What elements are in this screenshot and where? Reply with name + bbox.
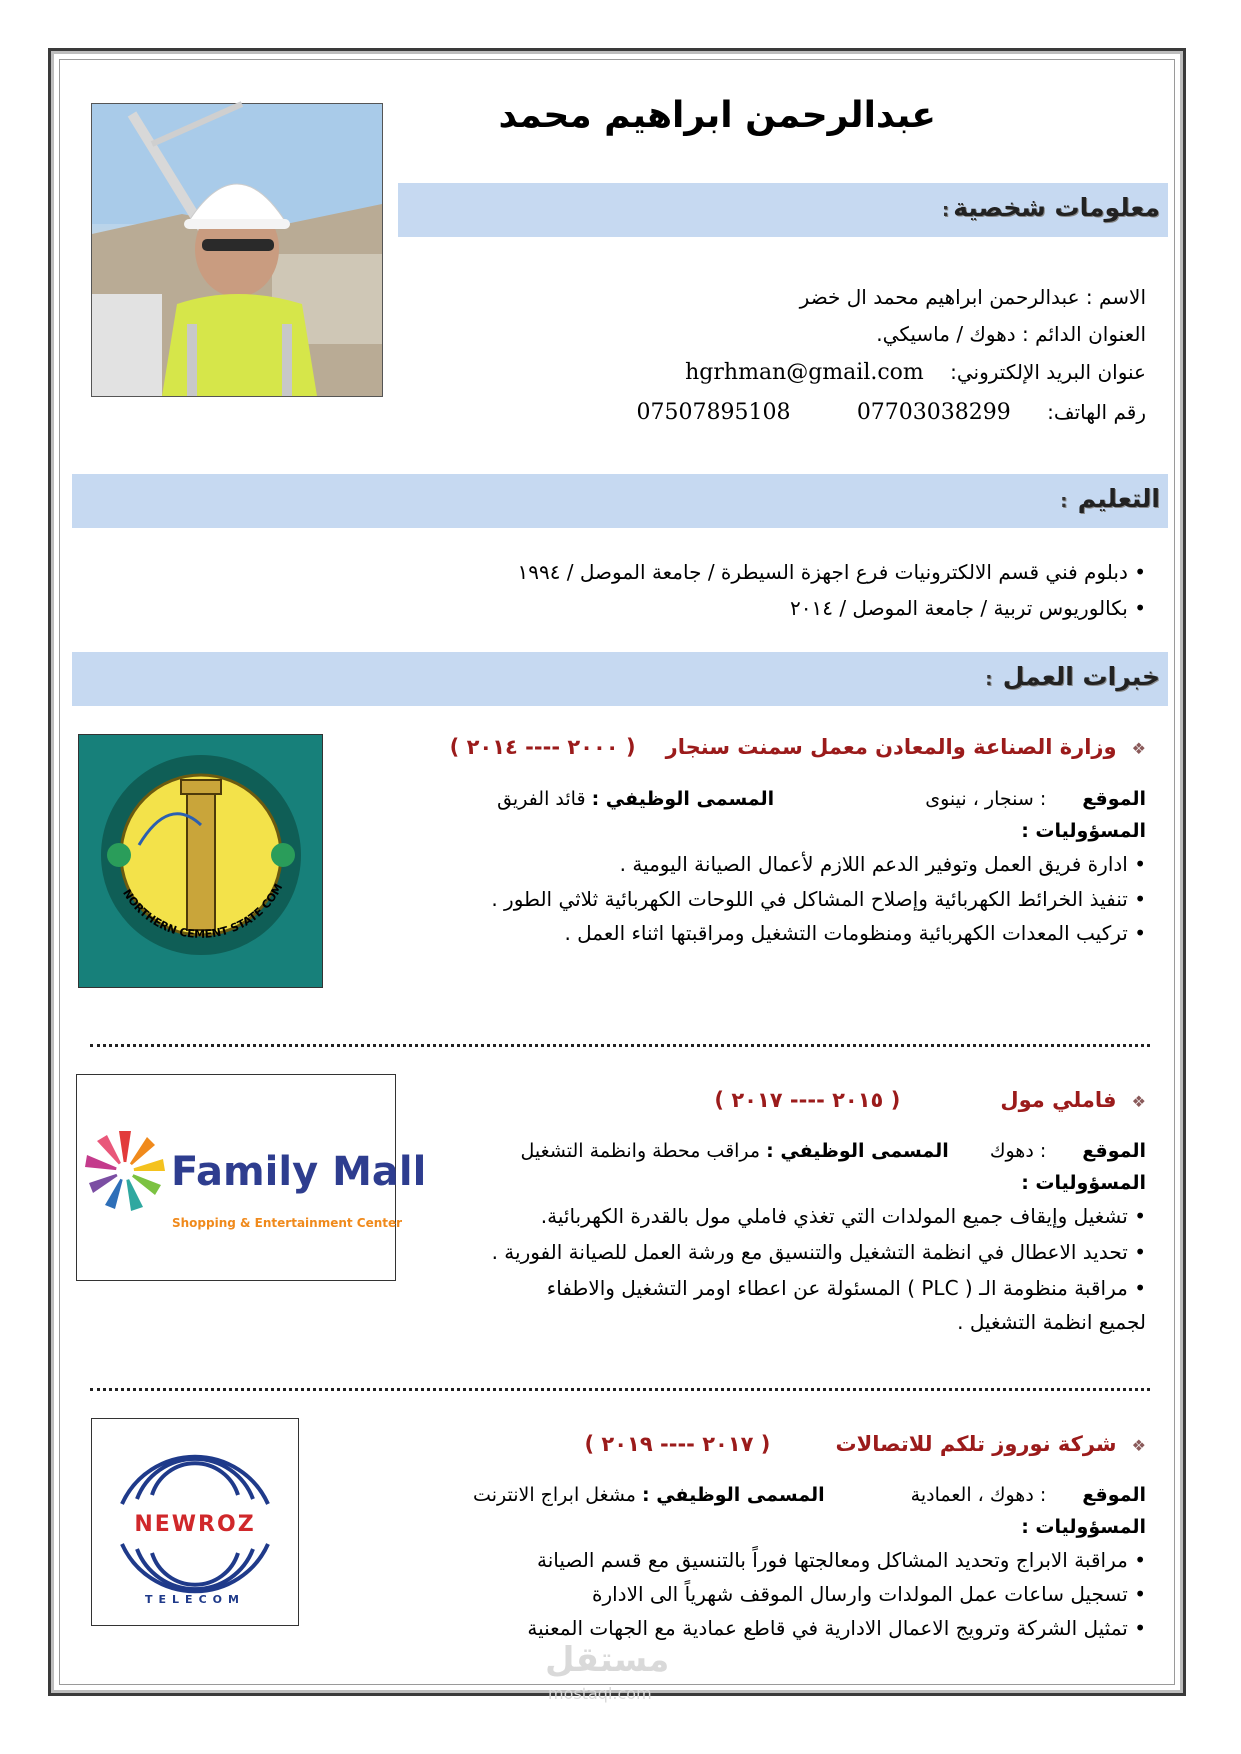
watermark-logo: مستقل bbox=[545, 1640, 670, 1680]
family-mall-brand: Family Mall bbox=[171, 1149, 427, 1195]
personal-address: العنوان الدائم : دهوك / ماسيكي. bbox=[876, 322, 1146, 346]
role-value: مراقب محطة وانظمة التشغيل bbox=[520, 1140, 761, 1162]
separator bbox=[90, 1388, 1150, 1391]
responsibility-item: • مراقبة منظومة الـ ( PLC ) المسئولة عن اعطاء اومر التشغيل والاطفاء bbox=[546, 1276, 1146, 1300]
watermark-url: mostaql.com bbox=[548, 1684, 652, 1703]
responsibility-item: • تحديد الاعطال في انظمة التشغيل والتنسيق مع ورشة العمل للصيانة الفورية . bbox=[491, 1240, 1146, 1264]
responsibilities-label: المسؤوليات : bbox=[1021, 1516, 1146, 1538]
newroz-brand: NEWROZ bbox=[134, 1512, 256, 1537]
location-label: الموقع bbox=[1082, 788, 1146, 810]
responsibility-item: • ادارة فريق العمل وتوفير الدعم اللازم لأعمال الصيانة اليومية . bbox=[619, 852, 1146, 876]
role-value: مشغل ابراج الانترنت bbox=[473, 1484, 636, 1506]
diamond-bullet-icon: ❖ bbox=[1131, 739, 1146, 758]
location-value: : دهوك bbox=[989, 1140, 1047, 1162]
role-label: المسمى الوظيفي : bbox=[591, 788, 775, 810]
candidate-name: عبدالرحمن ابراهيم محمد bbox=[498, 95, 936, 136]
section-band-personal: معلومات شخصية: bbox=[398, 183, 1168, 237]
job-years: ( ٢٠٠٠ ---- ٢٠١٤ ) bbox=[449, 735, 636, 759]
phone-number-2[interactable]: 07507895108 bbox=[636, 400, 791, 425]
separator bbox=[90, 1044, 1150, 1047]
family-mall-logo bbox=[76, 1074, 427, 1281]
job-meta-row bbox=[406, 788, 1146, 810]
responsibility-item: • تمثيل الشركة وترويج الاعمال الادارية في قاطع عمادية مع الجهات المعنية bbox=[527, 1616, 1146, 1640]
role-label: المسمى الوظيفي : bbox=[642, 1484, 825, 1506]
newroz-subtitle: TELECOM bbox=[145, 1593, 245, 1606]
newroz-telecom-logo bbox=[91, 1418, 299, 1626]
cement-company-logo bbox=[78, 734, 323, 988]
location-label: الموقع bbox=[1082, 1484, 1146, 1506]
location-value: : سنجار ، نينوى bbox=[925, 788, 1047, 810]
job-years: ( ٢٠١٧ ---- ٢٠١٩ ) bbox=[584, 1432, 771, 1456]
section-band-experience: خبرات العمل : bbox=[72, 652, 1168, 706]
sunburst-icon bbox=[85, 1131, 165, 1211]
role-value: قائد الفريق bbox=[497, 788, 586, 810]
section-title-education: التعليم bbox=[1077, 484, 1160, 513]
role-label: المسمى الوظيفي : bbox=[766, 1140, 949, 1162]
phone-label: رقم الهاتف: bbox=[1047, 400, 1146, 424]
personal-name: الاسم : عبدالرحمن ابراهيم محمد ال خضر bbox=[799, 285, 1146, 309]
section-title-experience: خبرات العمل bbox=[1002, 662, 1160, 691]
education-item: • بكالوريوس تربية / جامعة الموصل / ٢٠١٤ bbox=[790, 596, 1146, 620]
job-meta-row bbox=[386, 1484, 1146, 1506]
responsibilities-label: المسؤوليات : bbox=[1021, 1172, 1146, 1194]
personal-phone-row bbox=[586, 400, 1146, 425]
responsibility-item: • مراقبة الابراج وتحديد المشاكل ومعالجتها فوراً بالتنسيق مع قسم الصيانة bbox=[537, 1548, 1146, 1572]
location-label: الموقع bbox=[1082, 1140, 1146, 1162]
job-meta-row bbox=[446, 1140, 1146, 1162]
responsibility-item: • تنفيذ الخرائط الكهربائية وإصلاح المشاكل في اللوحات الكهربائية ثلاثي الطور . bbox=[491, 887, 1146, 911]
cement-logo-text: NORTHERN CEMENT STATE COM bbox=[120, 881, 286, 941]
responsibility-item: • تركيب المعدات الكهربائية ومنظومات التشغيل ومراقبتها اثناء العمل . bbox=[564, 921, 1146, 945]
responsibilities-label: المسؤوليات : bbox=[1021, 820, 1146, 842]
responsibility-item: • تشغيل وإيقاف جميع المولدات التي تغذي فاملي مول بالقدرة الكهربائية. bbox=[540, 1204, 1146, 1228]
section-title-personal: معلومات شخصية bbox=[953, 193, 1160, 222]
profile-photo bbox=[91, 103, 383, 397]
email-label: عنوان البريد الإلكتروني: bbox=[950, 360, 1146, 384]
responsibility-item: • تسجيل ساعات عمل المولدات وارسال الموقف شهرياً الى الادارة bbox=[591, 1582, 1146, 1606]
section-band-education: التعليم : bbox=[72, 474, 1168, 528]
job-heading bbox=[585, 1432, 1147, 1456]
responsibility-item: لجميع انظمة التشغيل . bbox=[957, 1310, 1146, 1334]
diamond-bullet-icon: ❖ bbox=[1131, 1436, 1146, 1455]
phone-number-1[interactable]: 07703038299 bbox=[856, 400, 1011, 425]
job-heading bbox=[450, 735, 1146, 759]
job-title: شركة نوروز تلكم للاتصالات bbox=[835, 1432, 1117, 1456]
job-title: فاملي مول bbox=[1000, 1088, 1117, 1112]
job-title: وزارة الصناعة والمعادن معمل سمنت سنجار bbox=[665, 735, 1117, 759]
job-heading bbox=[714, 1088, 1146, 1112]
personal-email-row bbox=[586, 360, 1146, 385]
job-years: ( ٢٠١٥ ---- ٢٠١٧ ) bbox=[714, 1088, 901, 1112]
education-item: • دبلوم فني قسم الالكترونيات فرع اجهزة السيطرة / جامعة الموصل / ١٩٩٤ bbox=[517, 560, 1146, 584]
family-mall-subtitle: Shopping & Entertainment Center bbox=[172, 1216, 403, 1230]
diamond-bullet-icon: ❖ bbox=[1131, 1092, 1146, 1111]
email-value[interactable]: hgrhman@gmail.com bbox=[685, 360, 924, 385]
location-value: : دهوك ، العمادية bbox=[910, 1484, 1047, 1506]
